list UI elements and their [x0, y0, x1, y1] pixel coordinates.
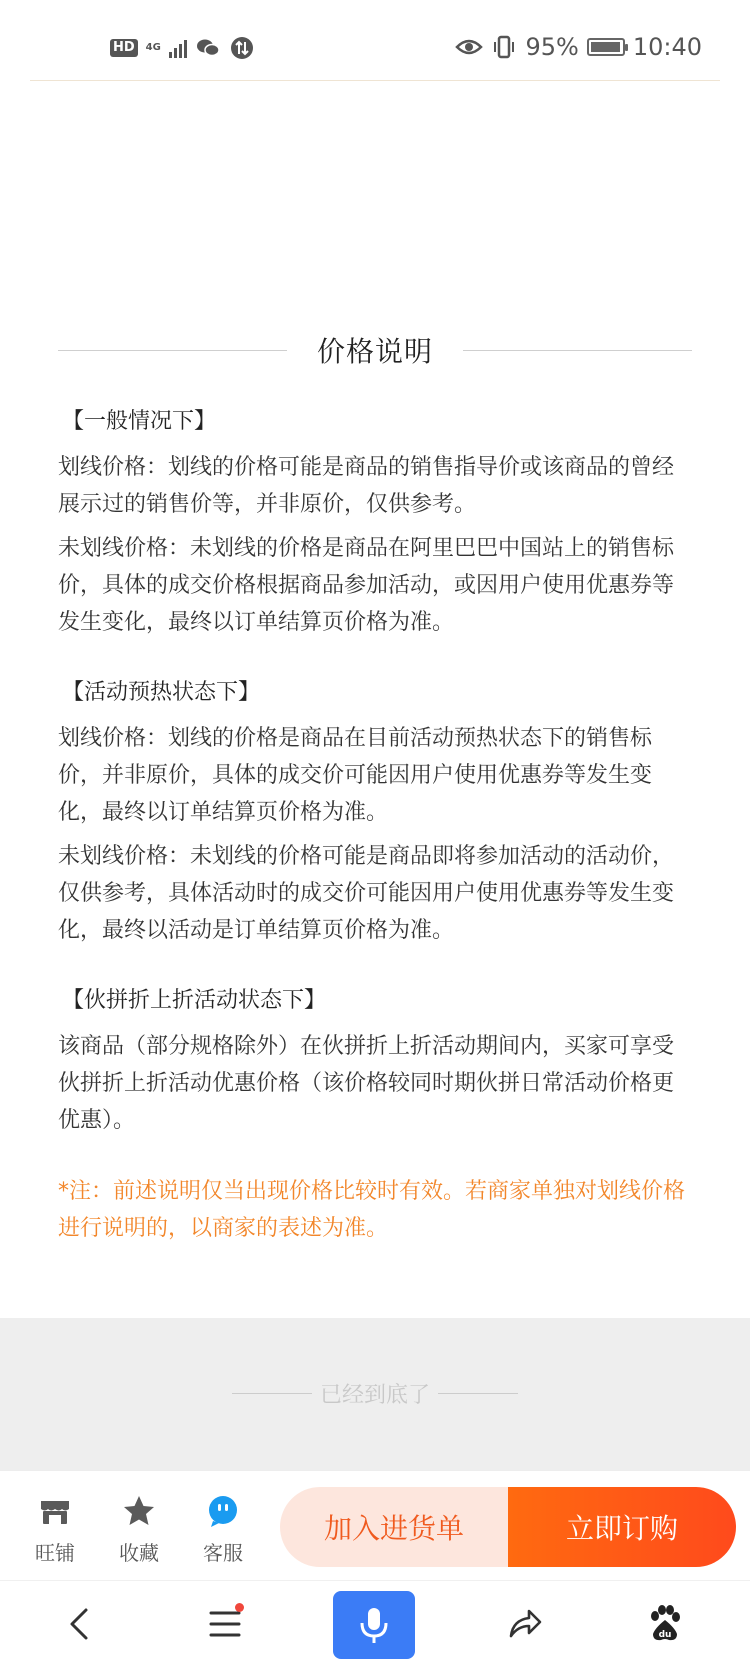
status-left-icons	[110, 34, 255, 62]
share-button[interactable]	[500, 1599, 550, 1649]
end-line-left	[232, 1393, 312, 1394]
data-transfer-icon	[229, 35, 255, 61]
star-icon	[121, 1493, 157, 1529]
section-paragraph: 划线价格：划线的价格可能是商品的销售指导价或该商品的曾经展示过的销售价等，并非原价，仅供参考。	[58, 455, 675, 517]
battery-percent: 95%	[525, 33, 579, 61]
shop-label: 旺铺	[35, 1541, 75, 1565]
share-icon	[505, 1604, 545, 1644]
end-of-page-indicator	[0, 1378, 750, 1409]
vibrate-icon	[491, 34, 517, 60]
section-paragraph: 未划线价格：未划线的价格可能是商品即将参加活动的活动价，仅供参考，具体活动时的成交价可能因用户使用优惠券等发生变化，最终以活动是订单结算页价格为准。	[58, 844, 675, 943]
page-title: 价格说明	[317, 335, 434, 368]
price-note: *注：前述说明仅当出现价格比较时有效。若商家单独对划线价格进行说明的，以商家的表述为准。	[58, 1179, 686, 1241]
section-heading: 【伙拼折上折活动状态下】	[62, 988, 327, 1013]
title-line-right	[463, 350, 692, 351]
svg-text:du: du	[658, 1630, 672, 1640]
back-button[interactable]	[55, 1599, 105, 1649]
wechat-icon	[195, 35, 221, 61]
section-paragraph: 未划线价格：未划线的价格是商品在阿里巴巴中国站上的销售标价，具体的成交价格根据商品参加活动，或因用户使用优惠券等发生变化，最终以订单结算页价格为准。	[58, 536, 675, 635]
voice-search-button[interactable]	[333, 1591, 415, 1659]
buy-now-button[interactable]: 立即订购	[508, 1487, 736, 1567]
section-paragraph: 划线价格：划线的价格是商品在目前活动预热状态下的销售标价，并非原价，具体的成交价可能因用户使用优惠券等发生变化，最终以订单结算页价格为准。	[58, 726, 653, 825]
signal-icon	[169, 38, 187, 58]
baidu-paw-icon	[645, 1604, 685, 1644]
clock-time: 10:40	[632, 33, 702, 61]
battery-fill	[591, 42, 620, 52]
end-of-page-area	[0, 1318, 750, 1470]
back-icon	[60, 1604, 100, 1644]
battery-icon	[587, 38, 625, 56]
eye-icon	[455, 37, 483, 57]
baidu-button[interactable]	[640, 1599, 690, 1649]
favorite-button[interactable]	[104, 1493, 174, 1566]
title-line-left	[58, 350, 287, 351]
section-heading: 【活动预热状态下】	[62, 680, 261, 705]
customer-service-label: 客服	[203, 1541, 243, 1565]
notification-dot	[235, 1603, 244, 1612]
browser-nav-bar	[0, 1580, 750, 1667]
section-group-discount	[58, 981, 688, 1139]
add-to-cart-button[interactable]: 加入进货单	[280, 1487, 508, 1567]
menu-button[interactable]	[200, 1599, 250, 1649]
header-divider	[30, 80, 720, 81]
customer-service-button[interactable]	[188, 1493, 258, 1566]
chat-bubble-icon	[205, 1493, 241, 1529]
end-line-right	[438, 1393, 518, 1394]
shop-icon	[37, 1493, 73, 1529]
section-heading: 【一般情况下】	[62, 409, 217, 434]
status-bar	[0, 0, 750, 92]
network-type: 4G	[145, 42, 161, 53]
price-title-row	[58, 330, 692, 370]
microphone-icon	[356, 1605, 392, 1645]
section-general	[58, 402, 688, 641]
section-preheat	[58, 673, 688, 949]
hd-badge: HD	[110, 39, 138, 57]
shop-button[interactable]	[20, 1493, 90, 1566]
price-description	[58, 402, 688, 1247]
end-of-page-text: 已经到底了	[319, 1383, 430, 1408]
status-right-icons	[455, 30, 702, 64]
section-paragraph: 该商品（部分规格除外）在伙拼折上折活动期间内，买家可享受伙拼折上折活动优惠价格（该价格较同时期伙拼日常活动价格更优惠）。	[58, 1034, 675, 1133]
product-action-bar	[0, 1470, 750, 1580]
favorite-label: 收藏	[119, 1541, 159, 1565]
